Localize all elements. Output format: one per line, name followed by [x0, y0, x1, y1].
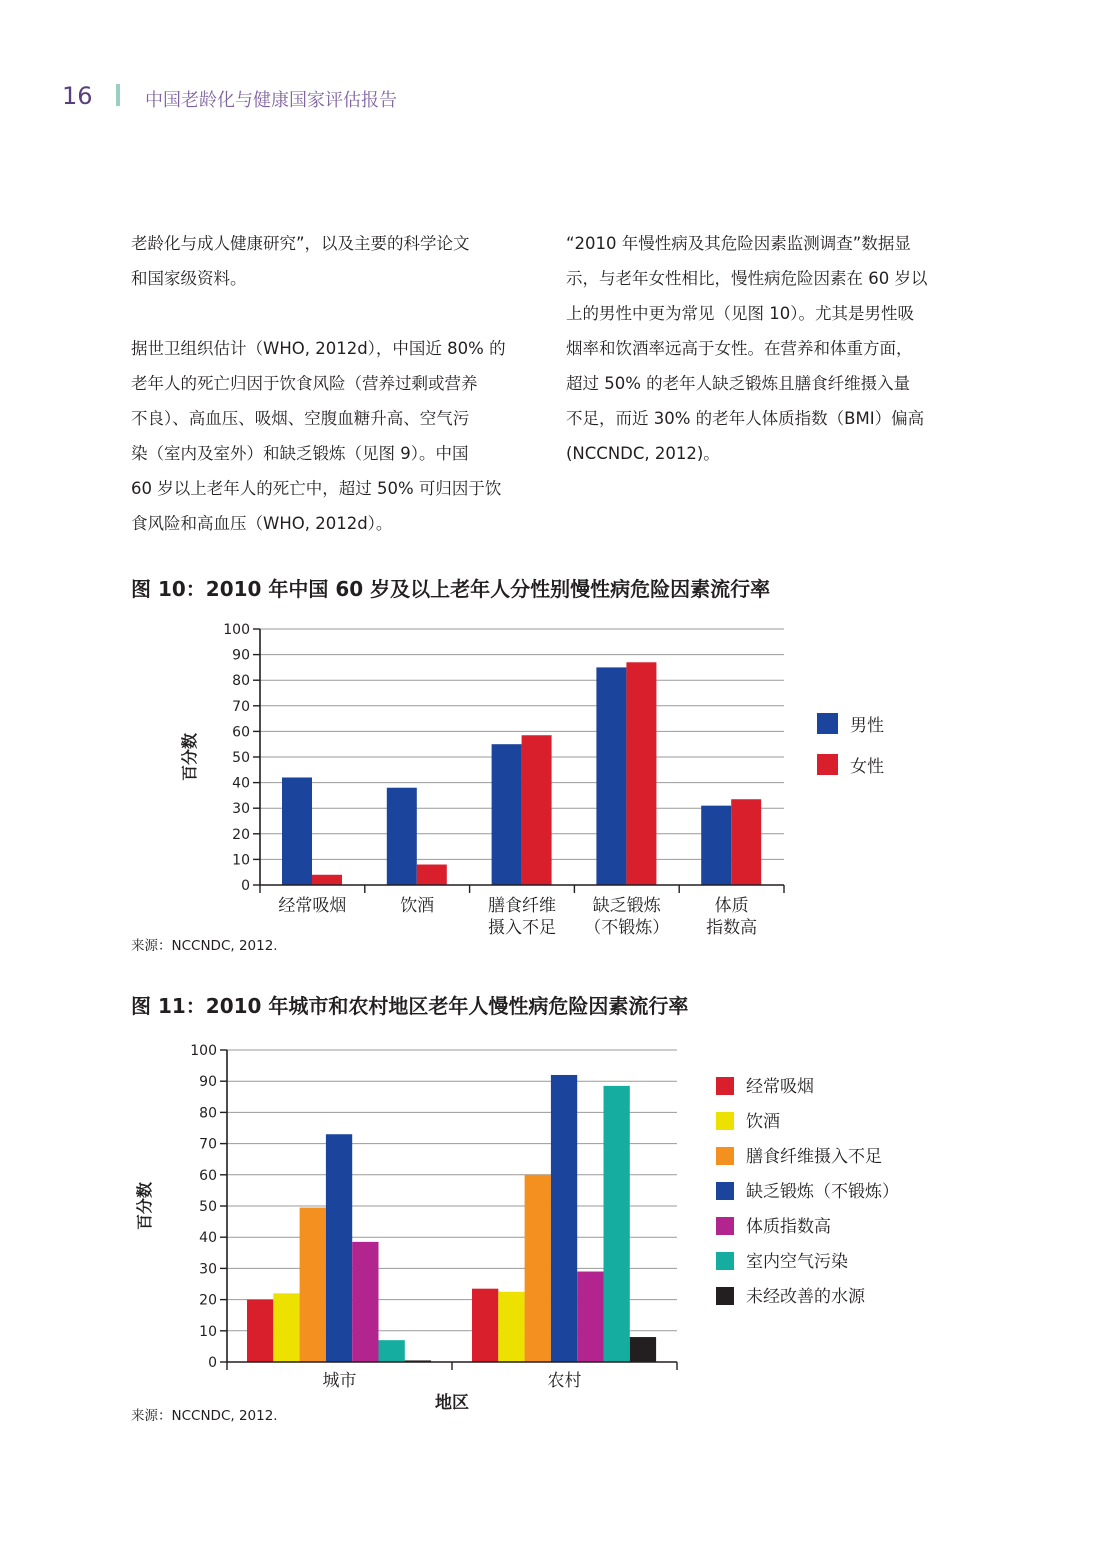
text-line: 老年人的死亡归因于饮食风险（营养过剩或营养	[131, 374, 478, 393]
bar	[352, 1242, 378, 1362]
figure-10-title: 图 10：2010 年中国 60 岁及以上老年人分性别慢性病危险因素流行率	[131, 577, 771, 601]
y-tick-label: 70	[232, 698, 250, 715]
y-tick-label: 20	[199, 1292, 217, 1309]
legend-swatch	[716, 1217, 734, 1235]
bar	[273, 1293, 299, 1362]
legend-label: 男性	[850, 716, 884, 736]
legend-swatch	[716, 1077, 734, 1095]
bar	[551, 1075, 577, 1362]
y-tick-label: 60	[199, 1167, 217, 1184]
x-axis-label: 地区	[435, 1393, 469, 1413]
text-line: 上的男性中更为常见（见图 10）。尤其是男性吸	[566, 304, 914, 323]
y-tick-label: 80	[232, 673, 250, 690]
y-tick-label: 0	[208, 1355, 217, 1371]
bar	[498, 1292, 524, 1362]
text-line: 烟率和饮酒率远高于女性。在营养和体重方面，	[566, 339, 913, 358]
text-line: 食风险和高血压（WHO, 2012d）。	[131, 514, 393, 533]
text-line: 60 岁以上老年人的死亡中，超过 50% 可归因于饮	[131, 479, 502, 498]
legend-label: 膳食纤维摄入不足	[746, 1147, 882, 1167]
bar	[630, 1337, 656, 1362]
y-tick-label: 40	[199, 1230, 217, 1247]
y-tick-label: 60	[232, 724, 250, 741]
category-label: 指数高	[706, 918, 758, 938]
figure-11-source: 来源：NCCNDC, 2012.	[131, 1408, 278, 1424]
category-label: 饮酒	[400, 896, 435, 916]
legend-swatch	[716, 1147, 734, 1165]
y-axis-label: 百分数	[135, 1181, 154, 1231]
y-tick-label: 50	[232, 750, 250, 766]
bar	[577, 1272, 603, 1362]
text-line: (NCCNDC, 2012)。	[566, 444, 720, 463]
legend-swatch	[716, 1182, 734, 1200]
y-tick-label: 40	[232, 775, 250, 792]
y-tick-label: 100	[190, 1043, 217, 1059]
text-line: 据世卫组织估计（WHO, 2012d），中国近 80% 的	[131, 339, 506, 358]
legend-label: 体质指数高	[746, 1217, 831, 1237]
category-label: 膳食纤维	[488, 896, 556, 916]
text-line: 和国家级资料。	[131, 269, 247, 288]
category-label: 缺乏锻炼	[592, 896, 661, 916]
bar	[379, 1340, 405, 1362]
legend-label: 缺乏锻炼（不锻炼）	[746, 1182, 899, 1202]
y-tick-label: 100	[223, 622, 250, 638]
bar	[247, 1300, 273, 1362]
category-label: 摄入不足	[488, 918, 556, 938]
text-line: “2010 年慢性病及其危险因素监测调查”数据显	[566, 234, 911, 253]
y-tick-label: 10	[199, 1323, 217, 1340]
legend-label: 室内空气污染	[746, 1252, 848, 1272]
bar	[604, 1086, 630, 1362]
text-line: 老龄化与成人健康研究”，以及主要的科学论文	[131, 234, 470, 253]
category-label: 农村	[547, 1371, 582, 1391]
text-line: 示，与老年女性相比，慢性病危险因素在 60 岁以	[566, 269, 928, 288]
legend-swatch	[716, 1252, 734, 1270]
legend-label: 饮酒	[746, 1112, 780, 1132]
text-line: 不足，而近 30% 的老年人体质指数（BMI）偏高	[566, 409, 925, 428]
y-tick-label: 30	[199, 1261, 217, 1278]
text-line: 不良）、高血压、吸烟、空腹血糖升高、空气污	[131, 409, 470, 428]
category-label: （不锻炼）	[584, 918, 670, 938]
y-tick-label: 0	[241, 878, 250, 894]
legend-label: 未经改善的水源	[746, 1287, 865, 1307]
text-line: 染（室内及室外）和缺乏锻炼（见图 9）。中国	[131, 444, 469, 463]
legend-swatch	[716, 1287, 734, 1305]
y-tick-label: 10	[232, 852, 250, 869]
page-number: 16	[62, 82, 93, 110]
category-label: 体质	[714, 896, 749, 916]
figure-10-source: 来源：NCCNDC, 2012.	[131, 938, 278, 954]
y-tick-label: 50	[199, 1199, 217, 1215]
bar	[300, 1208, 326, 1362]
y-tick-label: 90	[199, 1074, 217, 1091]
y-tick-label: 80	[199, 1105, 217, 1122]
legend-label: 女性	[850, 757, 884, 777]
bar	[472, 1289, 498, 1362]
y-tick-label: 30	[232, 801, 250, 818]
report-title: 中国老龄化与健康国家评估报告	[145, 90, 397, 111]
y-axis-label: 百分数	[180, 732, 199, 782]
y-tick-label: 90	[232, 647, 250, 664]
bar	[525, 1175, 551, 1362]
figure-11-title: 图 11：2010 年城市和农村地区老年人慢性病危险因素流行率	[131, 994, 689, 1018]
y-tick-label: 70	[199, 1136, 217, 1153]
legend-swatch	[716, 1112, 734, 1130]
text-line: 超过 50% 的老年人缺乏锻炼且膳食纤维摄入量	[566, 374, 911, 393]
y-tick-label: 20	[232, 826, 250, 843]
category-label: 城市	[322, 1371, 357, 1391]
bar	[326, 1134, 352, 1362]
category-label: 经常吸烟	[278, 896, 347, 916]
legend-label: 经常吸烟	[746, 1077, 814, 1097]
